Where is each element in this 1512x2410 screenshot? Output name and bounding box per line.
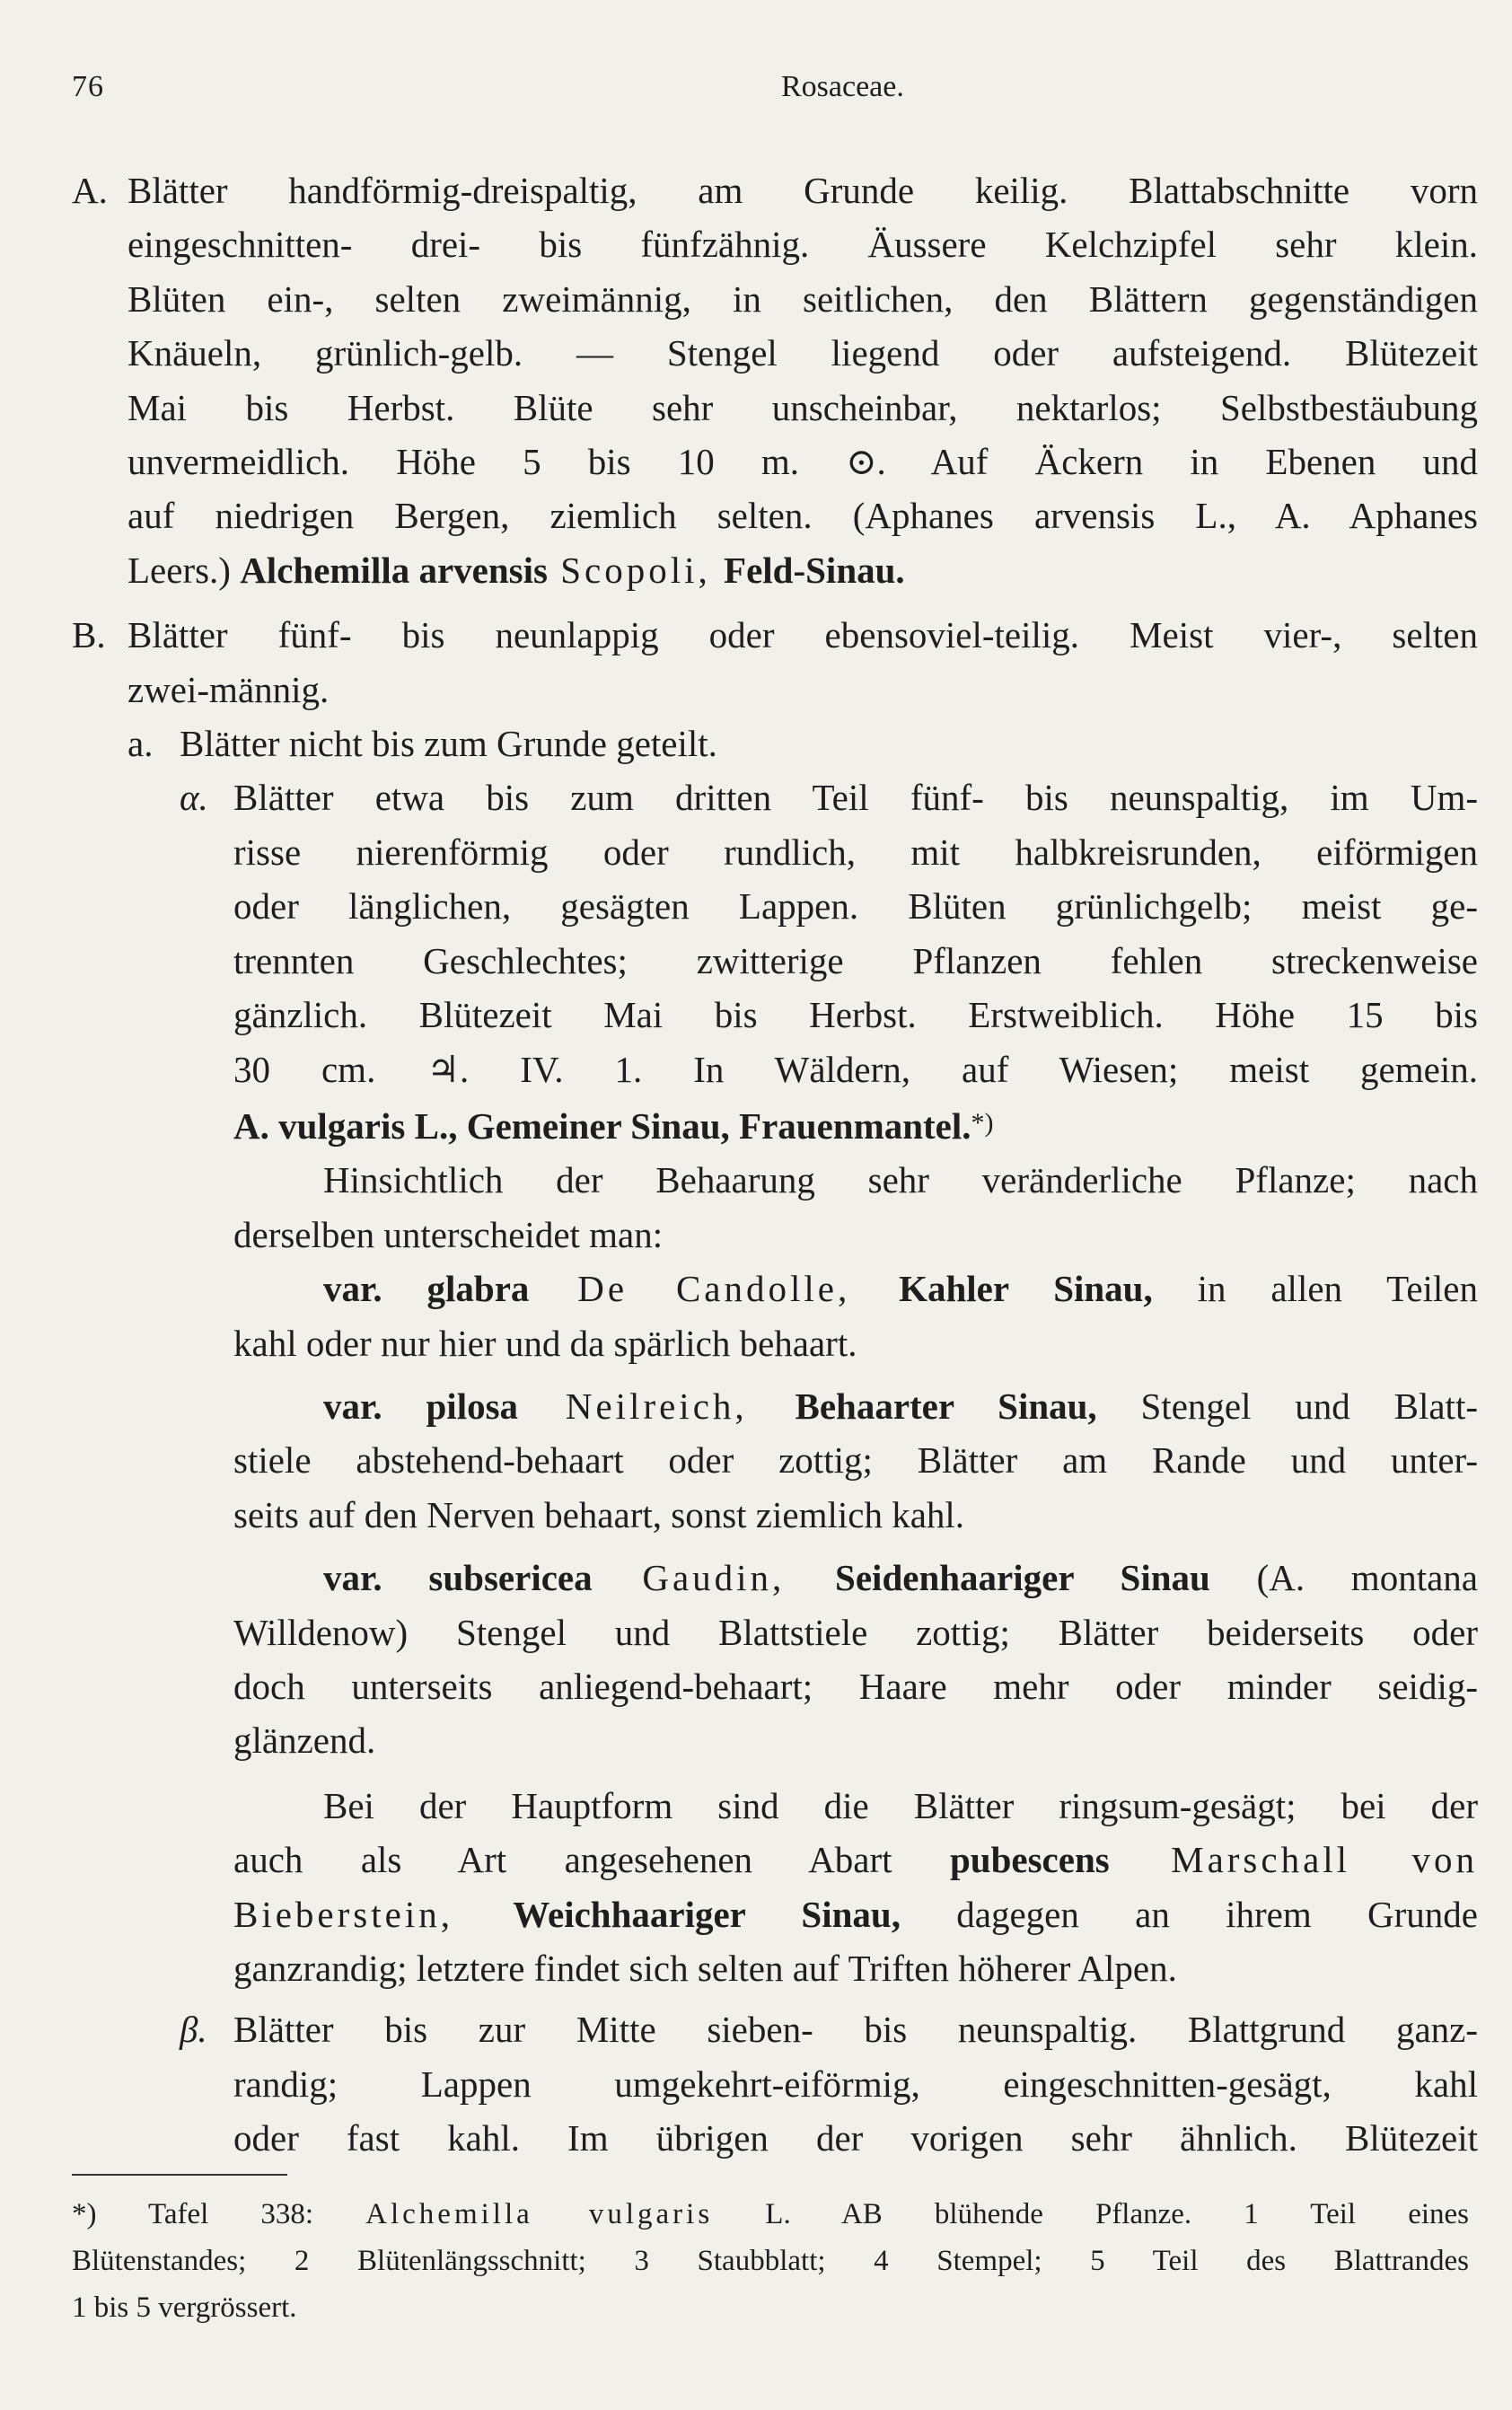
section-marker-B: B. <box>72 614 106 656</box>
species-name: Alchemilla arvensis <box>240 549 548 591</box>
page-body <box>72 163 1478 2166</box>
author-name: Bieberstein, <box>233 1893 514 1935</box>
text-line: Blätter bis zur Mitte sieben- bis neunspaltig. Blattgrund ganz- <box>233 2009 1478 2051</box>
text-run: dagegen an ihrem Grunde <box>900 1893 1479 1935</box>
common-name: Seidenhaariger Sinau <box>835 1557 1210 1599</box>
text-line: ganzrandig; letztere findet sich selten auf Triften höherer Alpen. <box>233 1948 1177 1989</box>
variety-name: var. subsericea <box>323 1557 593 1599</box>
footnote <box>72 2191 1469 2331</box>
text-line: Knäueln, grünlich-gelb. — Stengel liegend oder aufsteigend. Blütezeit <box>127 332 1478 374</box>
footnote-line: Blütenstandes; 2 Blütenlängsschnitt; 3 Staubblatt; 4 Stempel; 5 Teil des Blattrandes <box>72 2245 1469 2277</box>
page-number: 76 <box>72 70 104 103</box>
text-run: *) Tafel 338: <box>72 2198 366 2230</box>
variety-subsericea-line <box>233 1551 1478 1605</box>
text-run: Stengel und Blatt- <box>1096 1385 1478 1427</box>
text-line: randig; Lappen umgekehrt-eiförmig, eingeschnitten-gesägt, kahl <box>233 2063 1478 2105</box>
text-line: Blätter nicht bis zum Grunde geteilt. <box>180 723 717 765</box>
text-line: trennten Geschlechtes; zwitterige Pflanzen fehlen streckenweise <box>233 939 1478 981</box>
text-line: stiele abstehend-behaart oder zottig; Blätter am Rande und unter- <box>233 1439 1478 1482</box>
text-line: unvermeidlich. Höhe 5 bis 10 m. ⊙. Auf Äckern in Ebenen und <box>127 441 1478 483</box>
text-line: eingeschnitten- drei- bis fünfzähnig. Äussere Kelchzipfel sehr klein. <box>127 224 1478 266</box>
author-name: Neilreich, <box>518 1385 796 1427</box>
common-name: Behaarter Sinau, <box>795 1385 1097 1427</box>
text-line: kahl oder nur hier und da spärlich behaart. <box>233 1322 857 1364</box>
species-heading: A. vulgaris L., Gemeiner Sinau, Frauenmantel. <box>233 1104 971 1147</box>
running-title: Rosaceae. <box>781 70 904 103</box>
section-a-lower <box>72 717 1478 770</box>
page-header <box>72 70 1440 115</box>
footnote-rule <box>72 2174 287 2176</box>
section-beta <box>72 2002 1478 2165</box>
text-line: 30 cm. ♃. IV. 1. In Wäldern, auf Wiesen; meist gemein. <box>233 1048 1478 1090</box>
text-line: Mai bis Herbst. Blüte sehr unscheinbar, nektarlos; Selbstbestäubung <box>127 386 1478 428</box>
common-name: Feld-Sinau. <box>724 549 905 591</box>
variety-name: var. glabra <box>323 1268 530 1310</box>
text-line: Hinsichtlich der Behaarung sehr veränderliche Pflanze; nach <box>323 1159 1478 1201</box>
variety-glabra-line <box>233 1262 1478 1315</box>
text-line: seits auf den Nerven behaart, sonst ziemlich kahl. <box>233 1493 965 1535</box>
text-run: in allen Teilen <box>1152 1268 1479 1310</box>
text-line: Blätter fünf- bis neunlappig oder ebensoviel-teilig. Meist vier-, selten <box>127 614 1478 656</box>
variety-pilosa-line <box>233 1379 1478 1433</box>
text-run: auch als Art angesehenen Abart <box>233 1839 950 1881</box>
text-line: Blätter etwa bis zum dritten Teil fünf- bis neunspaltig, im Um- <box>233 777 1478 819</box>
text-line: Blätter handförmig-dreispaltig, am Grunde keilig. Blattabschnitte vorn <box>127 170 1478 211</box>
text-run: (A. montana <box>1209 1557 1478 1599</box>
species-name: Alchemilla vulgaris <box>365 2198 714 2230</box>
author-name: Gaudin, <box>592 1557 836 1599</box>
variety-name: pubescens <box>949 1839 1110 1881</box>
species-line-vulgaris <box>233 1096 1478 1153</box>
author-name: De Candolle, <box>529 1268 900 1310</box>
author-name: Scopoli, <box>547 549 725 591</box>
variety-name: var. pilosa <box>323 1385 519 1427</box>
section-marker-A: A. <box>72 170 108 211</box>
text-line: doch unterseits anliegend-behaart; Haare mehr oder minder seidig- <box>233 1665 1478 1707</box>
section-marker-alpha: α. <box>180 777 208 819</box>
author-name: Marschall von <box>1109 1839 1478 1881</box>
text-line: Willdenow) Stengel und Blattstiele zottig; Blätter beiderseits oder <box>233 1611 1478 1653</box>
text-line: oder länglichen, gesägten Lappen. Blüten grünlichgelb; meist ge- <box>233 885 1478 928</box>
section-marker-a: a. <box>127 723 154 765</box>
text-line: derselben unterscheidet man: <box>233 1213 664 1255</box>
text-line: risse nierenförmig oder rundlich, mit halbkreisrunden, eiförmigen <box>233 831 1478 873</box>
footnote-line <box>72 2191 1469 2238</box>
section-marker-beta: β. <box>180 2009 207 2051</box>
section-b-upper <box>72 608 1478 717</box>
text-line: auf niedrigen Bergen, ziemlich selten. (Aphanes arvensis L., A. Aphanes <box>127 495 1478 537</box>
footnote-ref: *) <box>971 1107 994 1138</box>
pubescens-line <box>233 1833 1478 1887</box>
common-name: Kahler Sinau, <box>899 1268 1153 1310</box>
section-a-upper <box>72 163 1478 597</box>
text-line: oder fast kahl. Im übrigen der vorigen sehr ähnlich. Blütezeit <box>233 2117 1478 2159</box>
weichhaariger-line <box>233 1887 1478 1941</box>
footnote-line: 1 bis 5 vergrössert. <box>72 2291 297 2324</box>
text-line: Bei der Hauptform sind die Blätter ringsum-gesägt; bei der <box>323 1784 1478 1826</box>
text-run: Leers.) <box>127 549 241 591</box>
text-line: zwei-männig. <box>127 668 330 710</box>
section-alpha <box>72 770 1478 1995</box>
species-line-arvensis <box>127 543 1478 597</box>
text-line: glänzend. <box>233 1720 376 1762</box>
text-run: L. AB blühende Pflanze. 1 Teil eines <box>713 2198 1469 2230</box>
common-name: Weichhaariger Sinau, <box>513 1893 901 1935</box>
text-line: gänzlich. Blütezeit Mai bis Herbst. Erstweiblich. Höhe 15 bis <box>233 994 1478 1036</box>
text-line: Blüten ein-, selten zweimännig, in seitlichen, den Blättern gegenständigen <box>127 277 1478 320</box>
